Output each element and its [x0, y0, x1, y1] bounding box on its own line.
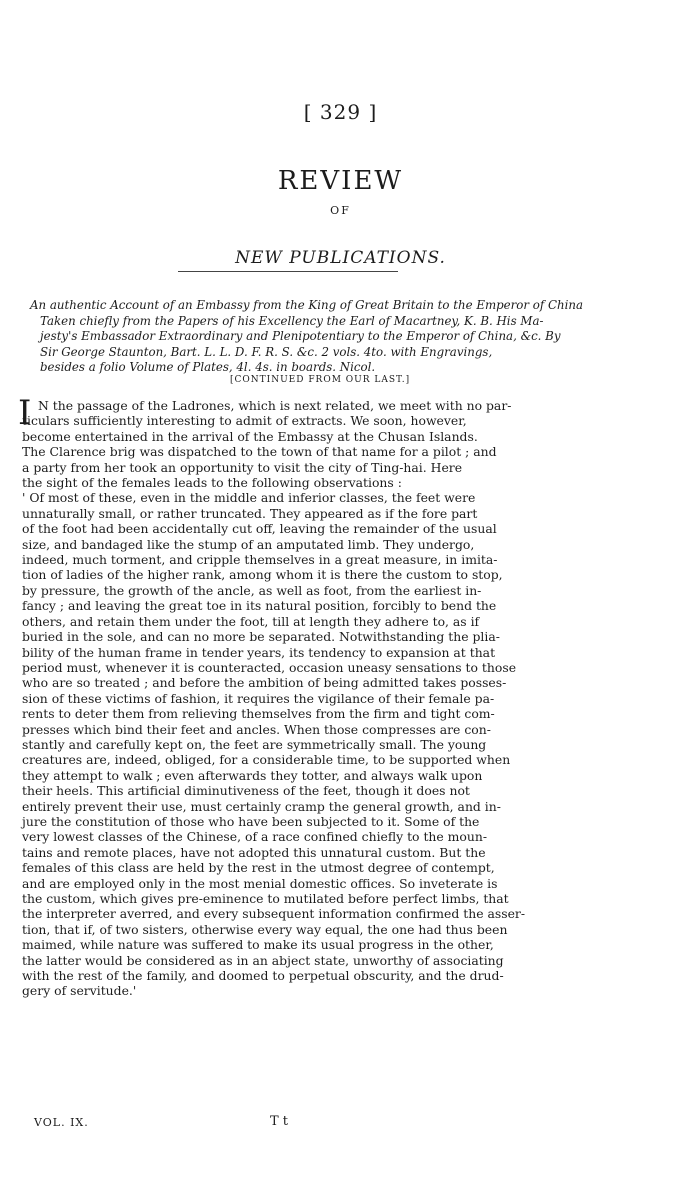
body-line: by pressure, the growth of the ancle, as well as foot, from the earliest in-	[22, 582, 482, 598]
body-line: with the rest of the family, and doomed to perpetual obscurity, and the drud-	[22, 968, 504, 984]
body-line: maimed, while nature was suffered to make its usual progress in the other,	[22, 937, 494, 953]
body-line: sion of these victims of fashion, it requires the vigilance of their female pa-	[22, 690, 495, 706]
citation-line: Sir George Staunton, Bart. L. L. D. F. R. S. &c. 2 vols. 4to. with Engravings,	[40, 344, 493, 359]
body-line: tion of ladies of the higher rank, among whom it is there the custom to stop,	[22, 567, 503, 583]
body-line: very lowest classes of the Chinese, of a race confined chiefly to the moun-	[22, 829, 488, 845]
body-line: they attempt to walk ; even afterwards they totter, and always walk upon	[22, 767, 483, 783]
body-line: N the passage of the Ladrones, which is next related, we meet with no par-	[38, 398, 512, 413]
body-line: ' Of most of these, even in the middle and inferior classes, the feet were	[22, 490, 476, 506]
body-line: unnaturally small, or rather truncated. They appeared as if the fore part	[22, 505, 478, 521]
body-line: females of this class are held by the rest in the utmost degree of contempt,	[22, 860, 495, 876]
body-line: buried in the sole, and can no more be separated. Notwithstanding the plia-	[22, 629, 500, 645]
body-line: indeed, much torment, and cripple themselves in a great measure, in imita-	[22, 552, 498, 568]
body-line: bility of the human frame in tender years, its tendency to expansion at that	[22, 644, 496, 660]
body-line: fancy ; and leaving the great toe in its natural position, forcibly to bend the	[22, 598, 497, 614]
footer-volume: VOL. IX.	[34, 1116, 89, 1129]
citation-line: besides a folio Volume of Plates, 4l. 4s. in boards. Nicol.	[40, 360, 376, 375]
body-line: stantly and carefully kept on, the feet are symmetrically small. The young	[22, 736, 487, 752]
body-line: who are so treated ; and before the ambition of being admitted takes posses-	[22, 675, 507, 691]
title-divider	[178, 271, 398, 272]
body-line: period must, whenever it is counteracted, occasion uneasy sensations to those	[22, 659, 517, 675]
body-line: and are employed only in the most menial domestic offices. So inveterate is	[22, 875, 498, 891]
book-citation	[30, 298, 670, 376]
body-line: presses which bind their feet and ancles. When those compresses are con-	[22, 721, 491, 737]
citation-line: Taken chiefly from the Papers of his Excellency the Earl of Macartney, K. B. His Ma-	[40, 313, 544, 328]
body-line: of the foot had been accidentally cut off, leaving the remainder of the usual	[22, 521, 497, 537]
body-line: size, and bandaged like the stump of an amputated limb. They undergo,	[22, 536, 475, 552]
footer-signature: T t	[270, 1114, 289, 1129]
citation-line: jesty's Embassador Extraordinary and Plenipotentiary to the Emperor of China, &c. By	[40, 329, 561, 344]
body-line: the sight of the females leads to the following observations :	[22, 475, 402, 491]
body-line: gery of servitude.'	[22, 983, 137, 999]
body-line: the custom, which gives pre-eminence to mutilated before perfect limbs, that	[22, 891, 509, 906]
body-line: entirely prevent their use, must certainly cramp the general growth, and in-	[22, 798, 501, 814]
body-line: jure the constitution of those who have been subjected to it. Some of the	[22, 813, 480, 829]
page-title: REVIEW	[277, 166, 404, 196]
body-line: The Clarence brig was dispatched to the town of that name for a pilot ; and	[22, 444, 497, 460]
body-line: the latter would be considered as in an abject state, unworthy of associating	[22, 952, 504, 968]
body-line: tains and remote places, have not adopted this unnatural custom. But the	[22, 844, 486, 860]
body-line: ticulars sufficiently interesting to admit of extracts. We soon, however,	[22, 413, 467, 429]
drop-cap: I	[18, 393, 32, 433]
body-line: a party from her took an opportunity to visit the city of Ting-hai. Here	[22, 459, 463, 475]
section-title: NEW PUBLICATIONS.	[235, 248, 446, 268]
page-number: [ 329 ]	[303, 100, 378, 124]
citation-line: An authentic Account of an Embassy from the King of Great Britain to the Emperor of China	[30, 298, 584, 312]
body-line: others, and retain them under the foot, till at length they adhere to, as if	[22, 613, 480, 629]
body-line: become entertained in the arrival of the Embassy at the Chusan Islands.	[22, 428, 478, 444]
body-line: creatures are, indeed, obliged, for a considerable time, to be supported when	[22, 752, 511, 768]
continued-note: [CONTINUED FROM OUR LAST.]	[230, 375, 411, 385]
article-body	[22, 398, 662, 999]
body-line: tion, that if, of two sisters, otherwise every way equal, the one had thus been	[22, 921, 508, 937]
page-subtitle: OF	[330, 204, 351, 217]
body-line: the interpreter averred, and every subsequent information confirmed the asser-	[22, 906, 526, 922]
body-line: their heels. This artificial diminutiveness of the feet, though it does not	[22, 783, 470, 799]
body-line: rents to deter them from relieving themselves from the firm and tight com-	[22, 706, 495, 722]
